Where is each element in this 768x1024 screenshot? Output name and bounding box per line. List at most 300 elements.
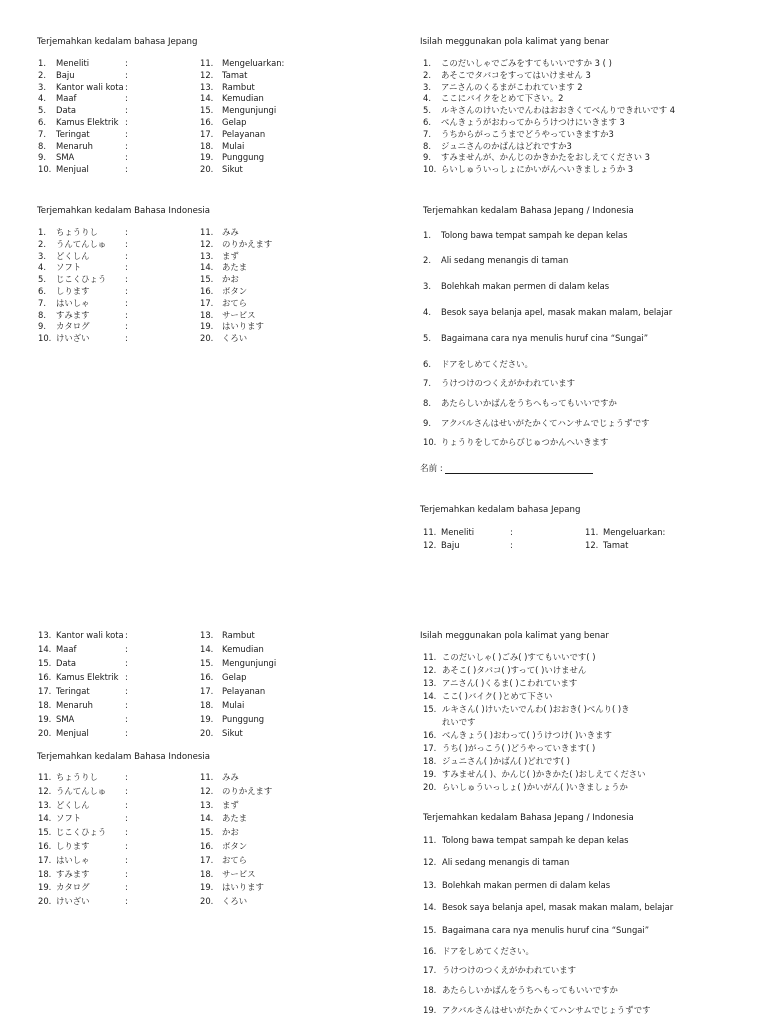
item-number: 15.	[38, 658, 52, 668]
item-number: 9.	[423, 152, 431, 163]
item-text: どくしん	[56, 799, 90, 810]
item-number: 18.	[200, 309, 214, 320]
item-number: 3.	[423, 281, 431, 291]
answer-colon: :	[125, 164, 128, 175]
translation-item	[423, 901, 673, 913]
section-heading-fill-pattern-2: Isilah meggunakan pola kalimat yang benar	[420, 631, 609, 641]
vocab-item	[200, 128, 265, 140]
item-text: Menjual	[56, 164, 89, 175]
sentence-item	[423, 755, 570, 767]
answer-colon: :	[125, 333, 128, 344]
item-text: サービス	[222, 309, 256, 320]
vocab-item	[200, 895, 247, 907]
answer-colon: :	[125, 321, 128, 332]
item-text: Data	[56, 105, 76, 116]
item-text: どくしん	[56, 250, 90, 261]
item-number: 10.	[423, 164, 437, 175]
item-text: けいざい	[56, 896, 90, 907]
answer-colon: :	[125, 896, 128, 907]
item-number: 20.	[423, 782, 437, 792]
answer-colon: :	[125, 227, 128, 237]
item-number: 18.	[200, 140, 214, 151]
item-text: れいです	[442, 717, 476, 727]
item-number: 20.	[200, 164, 214, 175]
vocab-item	[38, 713, 74, 725]
item-text: Tamat	[603, 540, 629, 550]
translation-item	[423, 879, 610, 891]
item-number: 18.	[423, 756, 437, 766]
sentence-item	[423, 690, 552, 702]
vocab-item	[200, 57, 284, 69]
vocab-item	[38, 273, 106, 285]
item-text: サービス	[222, 868, 256, 879]
item-number: 9.	[38, 152, 46, 163]
item-number: 16.	[200, 841, 214, 851]
item-text: ルキさん( )けいたいでんわ( )おおき( )べんり( )き	[442, 704, 630, 714]
item-number: 17.	[200, 297, 214, 308]
item-number: 7.	[38, 297, 46, 308]
item-text: アニさん( )くるま( )こわれています	[442, 678, 578, 688]
item-text: うんてんしゅ	[56, 785, 107, 796]
item-number: 19.	[200, 882, 214, 893]
item-text: あたらしいかばんをうちへもってもいいですか	[442, 985, 618, 995]
item-text: Besok saya belanja apel, masak makan malam, belajar	[441, 307, 673, 317]
vocab-item	[38, 238, 106, 250]
item-number: 10.	[423, 437, 437, 447]
answer-colon: :	[125, 841, 128, 851]
vocab-item	[200, 685, 265, 697]
answer-colon: :	[125, 297, 128, 308]
item-number: 7.	[423, 128, 431, 139]
vocab-item	[38, 104, 76, 116]
vocab-item	[38, 151, 74, 163]
item-text: Tolong bawa tempat sampah ke depan kelas	[441, 230, 628, 240]
item-text: Kemudian	[222, 644, 264, 654]
item-text: アニさんのくるまがこわれています 2	[441, 81, 583, 92]
item-text: のりかえます	[222, 238, 273, 249]
item-text: らいしゅういっしょにかいがんへいきましょうか 3	[441, 164, 634, 175]
item-number: 6.	[423, 359, 431, 369]
item-text: Meneliti	[56, 58, 90, 68]
vocab-item	[200, 309, 256, 321]
vocab-item	[200, 727, 243, 739]
sentence-item	[423, 651, 595, 663]
item-text: あたらしいかばんをうちへもってもいいですか	[441, 398, 617, 408]
item-number: 20.	[200, 728, 214, 738]
item-text: あたま	[222, 262, 248, 273]
item-text: Kemudian	[222, 93, 264, 104]
item-number: 15.	[200, 658, 214, 668]
item-number: 12.	[585, 540, 599, 550]
sentence-item	[423, 677, 577, 689]
vocab-item	[200, 826, 239, 838]
item-text: しります	[56, 841, 90, 851]
item-text: Ali sedang menangis di taman	[441, 255, 569, 265]
item-number: 2.	[423, 255, 431, 265]
sentence-item	[423, 81, 583, 93]
item-number: 18.	[200, 700, 214, 710]
item-number: 19.	[38, 714, 52, 724]
item-number: 19.	[200, 714, 214, 724]
vocab-item	[200, 226, 239, 238]
item-number: 7.	[423, 378, 431, 388]
answer-colon: :	[125, 117, 128, 127]
item-text: Rambut	[222, 81, 255, 92]
item-text: Besok saya belanja apel, masak makan malam, belajar	[442, 902, 674, 912]
item-number: 8.	[38, 309, 46, 320]
item-number: 16.	[38, 841, 52, 851]
section-heading-translate-id: Terjemahkan kedalam Bahasa Indonesia	[37, 206, 210, 216]
item-text: おてら	[222, 297, 248, 308]
item-number: 4.	[38, 93, 46, 104]
item-number: 13.	[38, 630, 52, 640]
section-heading-translate-jp-2: Terjemahkan kedalam bahasa Jepang	[420, 505, 581, 515]
item-text: おてら	[222, 854, 248, 865]
item-text: はいしゃ	[56, 297, 90, 308]
item-number: 6.	[38, 117, 46, 127]
item-number: 15.	[200, 827, 214, 838]
item-number: 13.	[423, 678, 437, 688]
sentence-item	[423, 163, 633, 175]
item-number: 13.	[423, 880, 437, 890]
item-number: 18.	[38, 868, 52, 879]
vocab-item	[200, 163, 243, 175]
item-number: 15.	[423, 704, 437, 714]
item-number: 16.	[200, 672, 214, 682]
vocab-item	[38, 57, 89, 69]
item-text: ジュニさんのかばんはどれですか3	[441, 140, 572, 151]
item-text: このだいしゃでごみをすてもいいですか 3 ( )	[441, 58, 612, 68]
item-number: 5.	[423, 105, 431, 116]
item-text: ルキさんのけいたいでんわはおおきくてべんりできれいです 4	[441, 105, 676, 116]
item-number: 16.	[423, 946, 437, 956]
item-number: 8.	[38, 140, 46, 151]
item-number: 12.	[200, 238, 214, 249]
sentence-item	[423, 57, 612, 69]
item-number: 12.	[38, 785, 52, 796]
vocab-item	[38, 840, 90, 852]
answer-colon: :	[125, 827, 128, 838]
item-number: 11.	[585, 527, 599, 537]
vocab-item	[38, 320, 90, 332]
vocab-item	[200, 840, 247, 852]
item-number: 1.	[423, 58, 431, 68]
answer-colon: :	[125, 238, 128, 249]
item-number: 14.	[200, 644, 214, 654]
vocab-item	[38, 92, 76, 104]
item-number: 8.	[423, 398, 431, 408]
answer-colon: :	[510, 527, 513, 537]
item-number: 17.	[38, 854, 52, 865]
item-text: ここにバイクをとめて下さい。2	[441, 93, 564, 104]
item-text: Menjual	[56, 728, 89, 738]
sentence-item	[423, 664, 586, 676]
item-text: すみませんが、かんじのかきかたをおしえてください 3	[441, 152, 650, 163]
item-number: 9.	[423, 418, 431, 428]
vocab-item	[200, 285, 247, 297]
item-text: カタログ	[56, 321, 90, 332]
vocab-item	[38, 226, 98, 238]
section-heading-translate-jp: Terjemahkan kedalam bahasa Jepang	[37, 37, 198, 47]
translation-item	[423, 964, 576, 976]
item-number: 19.	[200, 152, 214, 163]
sentence-item	[423, 742, 595, 754]
item-number: 14.	[423, 691, 437, 701]
sentence-item	[423, 140, 572, 152]
item-number: 13.	[200, 250, 214, 261]
item-text: Tolong bawa tempat sampah ke depan kelas	[442, 835, 629, 845]
item-number: 11.	[423, 527, 437, 537]
item-number: 3.	[38, 81, 46, 92]
item-text: Teringat	[56, 128, 90, 139]
sentence-item	[423, 703, 630, 715]
item-text: Menaruh	[56, 140, 93, 151]
item-number: 12.	[200, 69, 214, 80]
item-text: Bolehkah makan permen di dalam kelas	[442, 880, 611, 890]
vocab-item	[38, 116, 119, 128]
item-text: うけつけのつくえがかわれています	[442, 965, 576, 975]
item-number: 13.	[200, 799, 214, 810]
sentence-item	[423, 781, 628, 793]
answer-colon: :	[125, 868, 128, 879]
item-number: 11.	[200, 227, 214, 237]
item-number: 11.	[423, 835, 437, 845]
item-number: 6.	[423, 117, 431, 127]
item-number: 20.	[200, 896, 214, 907]
item-number: 15.	[200, 105, 214, 116]
answer-colon: :	[125, 250, 128, 261]
name-label: 名前 :	[420, 464, 443, 474]
vocab-item	[200, 812, 247, 824]
translation-item	[423, 834, 628, 846]
vocab-item	[200, 250, 239, 262]
vocab-item	[423, 526, 474, 538]
item-text: SMA	[56, 714, 75, 724]
item-number: 3.	[423, 81, 431, 92]
item-text: ドアをしめてください。	[442, 946, 534, 956]
translation-item	[423, 254, 568, 266]
item-text: かお	[222, 827, 239, 838]
item-text: Gelap	[222, 117, 247, 127]
translation-item	[423, 332, 648, 344]
answer-colon: :	[125, 714, 128, 724]
item-text: カタログ	[56, 882, 90, 893]
vocab-item	[38, 332, 90, 344]
vocab-item	[38, 128, 90, 140]
answer-colon: :	[125, 286, 128, 296]
item-text: Mulai	[222, 140, 245, 151]
translation-item	[423, 436, 608, 448]
translation-item	[423, 417, 649, 429]
item-text: うんてんしゅ	[56, 238, 107, 249]
vocab-item	[38, 699, 93, 711]
answer-colon: :	[125, 658, 128, 668]
item-text: べんきょう( )おわって( )うけつけ( )いきます	[442, 730, 612, 740]
translation-item	[423, 377, 575, 389]
item-text: Mengeluarkan:	[603, 527, 666, 537]
item-text: ちょうりし	[56, 227, 98, 237]
item-text: らいしゅういっしょ( )かいがん( )いきましょうか	[442, 782, 628, 792]
answer-colon: :	[125, 105, 128, 116]
item-text: Menaruh	[56, 700, 93, 710]
item-text: まず	[222, 799, 239, 810]
item-number: 15.	[38, 827, 52, 838]
translation-item	[423, 945, 534, 957]
sentence-item	[423, 768, 645, 780]
sentence-item	[423, 116, 625, 128]
item-number: 2.	[38, 69, 46, 80]
answer-colon: :	[125, 128, 128, 139]
answer-colon: :	[125, 81, 128, 92]
item-text: りょうりをしてからびじゅつかんへいきます	[441, 437, 609, 447]
translation-item	[423, 924, 649, 936]
item-text: Baju	[56, 69, 75, 80]
vocab-item	[38, 685, 90, 697]
item-text: あそこでタバコをすってはいけません 3	[441, 69, 591, 80]
item-text: このだいしゃ( )ごみ( )すてもいいです( )	[442, 652, 596, 662]
vocab-item	[200, 81, 255, 93]
vocab-item	[38, 771, 98, 783]
vocab-item	[200, 713, 264, 725]
item-text: Punggung	[222, 714, 265, 724]
item-text: Mulai	[222, 700, 245, 710]
answer-colon: :	[125, 813, 128, 824]
vocab-item	[200, 297, 247, 309]
item-text: Kantor wali kota	[56, 630, 124, 640]
item-number: 16.	[423, 730, 437, 740]
translation-item	[423, 229, 627, 241]
vocab-item	[200, 116, 246, 128]
sentence-item	[423, 69, 591, 81]
vocab-item	[200, 320, 264, 332]
item-number: 18.	[38, 700, 52, 710]
answer-colon: :	[125, 630, 128, 640]
item-text: Teringat	[56, 686, 90, 696]
item-number: 1.	[38, 58, 46, 68]
item-text: Kantor wali kota	[56, 81, 124, 92]
answer-colon: :	[125, 644, 128, 654]
item-number: 16.	[38, 672, 52, 682]
item-number: 17.	[200, 128, 214, 139]
item-number: 14.	[38, 813, 52, 824]
sentence-item	[423, 729, 612, 741]
item-text: アクバルさんはせいがたかくてハンサムでじょうずです	[441, 418, 650, 428]
item-text: けいざい	[56, 333, 90, 344]
item-number: 2.	[38, 238, 46, 249]
vocab-item	[38, 250, 90, 262]
item-number: 19.	[38, 882, 52, 893]
item-number: 13.	[200, 81, 214, 92]
item-text: すみません( )、かんじ( )かきかた( )おしえてください	[442, 769, 646, 779]
translation-item	[423, 1004, 650, 1016]
vocab-item	[200, 140, 244, 152]
vocab-item	[200, 261, 247, 273]
item-text: うけつけのつくえがかわれています	[441, 378, 575, 388]
item-text: Mengeluarkan:	[222, 58, 285, 68]
answer-colon: :	[125, 686, 128, 696]
item-text: アクバルさんはせいがたかくてハンサムでじょうずです	[442, 1005, 651, 1015]
vocab-item	[200, 868, 256, 880]
item-text: うち( )がっこう( )どうやっていきます( )	[442, 743, 596, 753]
name-line[interactable]	[445, 473, 593, 474]
translation-item	[423, 306, 672, 318]
vocab-item	[200, 332, 247, 344]
item-text: Punggung	[222, 152, 265, 163]
item-text: Ali sedang menangis di taman	[442, 857, 570, 867]
answer-colon: :	[125, 69, 128, 80]
item-number: 17.	[423, 965, 437, 975]
vocab-item	[38, 868, 90, 880]
vocab-item	[38, 727, 89, 739]
item-text: かお	[222, 274, 239, 285]
item-text: Bagaimana cara nya menulis huruf cina “Sungai”	[441, 333, 649, 343]
translation-item	[423, 397, 617, 409]
item-text: のりかえます	[222, 785, 273, 796]
translation-item	[423, 856, 569, 868]
answer-colon: :	[125, 672, 128, 682]
sentence-item	[423, 104, 675, 116]
translation-item	[423, 280, 609, 292]
vocab-item	[38, 643, 76, 655]
item-text: すみます	[56, 309, 90, 320]
item-number: 14.	[423, 902, 437, 912]
sentence-item	[423, 92, 563, 104]
item-text: Sikut	[222, 164, 243, 175]
item-text: Kamus Elektrik	[56, 117, 119, 127]
vocab-item	[38, 309, 90, 321]
item-number: 17.	[200, 854, 214, 865]
item-text: ソフト	[56, 262, 82, 273]
item-number: 15.	[200, 274, 214, 285]
item-text: じこくひょう	[56, 274, 107, 285]
item-text: くろい	[222, 896, 248, 907]
vocab-item	[38, 163, 89, 175]
item-number: 9.	[38, 321, 46, 332]
item-number: 2.	[423, 69, 431, 80]
vocab-item	[423, 539, 460, 551]
item-number: 17.	[423, 743, 437, 753]
item-text: Tamat	[222, 69, 248, 80]
vocab-item	[38, 297, 90, 309]
item-text: じこくひょう	[56, 827, 107, 838]
answer-colon: :	[125, 309, 128, 320]
item-number: 10.	[38, 164, 52, 175]
vocab-item	[200, 643, 264, 655]
item-number: 20.	[200, 333, 214, 344]
item-number: 10.	[38, 333, 52, 344]
item-number: 15.	[423, 925, 437, 935]
vocab-item	[585, 539, 628, 551]
item-number: 13.	[38, 799, 52, 810]
item-number: 5.	[423, 333, 431, 343]
item-number: 12.	[200, 785, 214, 796]
section-heading-translate-jp-id-2: Terjemahkan kedalam Bahasa Jepang / Indonesia	[423, 813, 634, 823]
vocab-item	[200, 854, 247, 866]
answer-colon: :	[125, 772, 128, 782]
item-text: Gelap	[222, 672, 247, 682]
item-number: 18.	[423, 985, 437, 995]
vocab-item	[200, 657, 276, 669]
item-text: SMA	[56, 152, 75, 163]
vocab-item	[200, 238, 272, 250]
sentence-item	[423, 128, 614, 140]
item-number: 3.	[38, 250, 46, 261]
vocab-item	[38, 140, 93, 152]
item-number: 11.	[200, 58, 214, 68]
item-text: はいしゃ	[56, 854, 90, 865]
item-number: 5.	[38, 105, 46, 116]
item-number: 17.	[38, 686, 52, 696]
